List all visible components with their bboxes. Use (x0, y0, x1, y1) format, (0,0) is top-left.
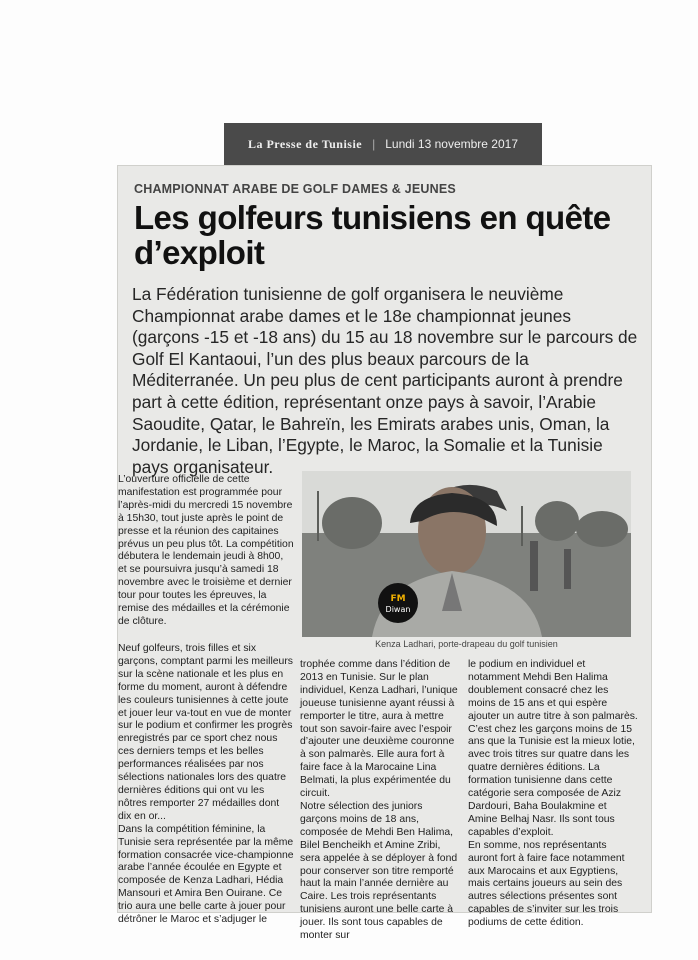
body-paragraph: L’ouverture officielle de cette manifestation est programmée pour l’après-midi du mercredi 15 novembre à 15h30, tout juste après le point de presse et la réunion des capitaines prévus un peu plus tôt. La compétition débutera le lendemain jeudi à 8h00, et se poursuivra jusqu’à samedi 18 novembre avec le troisième et dernier tour pour toutes les épreuves, la remise des médailles et la cérémonie de clôture. (118, 474, 294, 627)
body-paragraph: Notre sélection des juniors garçons moins de 18 ans, composée de Mehdi Ben Halima, Bilel Bencheikh et Amine Zribi, sera appelée à se déployer à fond pour conserver son titre remporté haut la main l’année dernière au Caire. Les trois représentants tunisiens auront une belle carte à jouer. Ils sont tous capables de monter sur (300, 800, 458, 942)
body-column-2 (300, 659, 462, 943)
body-paragraph: Neuf golfeurs, trois filles et six garçons, comptant parmi les meilleurs sur la scène nationale et les plus en forme du moment, auront à défendre les couleurs tunisiennes à cette joute et jouer leur va-tout en vue de monter sur le podium et confirmer les progrès enregistrés par ce sport chez nous ces derniers temps et les belles performances réalisées par nos sélections nationales lors des quatre dernières éditions qui ont vu les nôtres remporter 27 médailles dont dix en or... (118, 643, 293, 822)
body-column-3 (468, 659, 638, 930)
photo-caption: Kenza Ladhari, porte-drapeau du golf tunisien (375, 639, 558, 649)
newspaper-masthead (224, 123, 542, 165)
body-paragraph: En somme, nos représentants auront fort à faire face notamment aux Marocains et aux Egyptiens, mais certains joueurs au sein des autres sélections présentes sont capables de s’inviter sur les trois podiums de cette édition. (468, 839, 625, 929)
svg-text:FM: FM (390, 594, 406, 604)
body-paragraph: le podium en individuel et notamment Mehdi Ben Halima doublement consacré chez les moins de 15 ans et qui espère ajouter un autre titre à son palmarès. (468, 659, 638, 722)
article-photo (302, 471, 631, 637)
article-headline: Les golfeurs tunisiens en quête d’exploit (134, 199, 611, 271)
article-lead: La Fédération tunisienne de golf organisera le neuvième Championnat arabe dames et le 18e championnat jeunes (garçons -15 et -18 ans) du 15 au 18 novembre sur le parcours de Golf El Kantaoui, l’un des plus beaux parcours de la Méditerranée. Un peu plus de cent participants auront à prendre part à cette édition, représentant onze pays à savoir, l’Arabie Saoudite, Qatar, le Bahreïn, les Emirats arabes unis, Oman, la Jordanie, le Liban, l’Egypte, le Maroc, la Somalie et la Tunisie pays organisateur. (132, 284, 638, 477)
article-kicker: CHAMPIONNAT ARABE DE GOLF DAMES & JEUNES (134, 182, 456, 196)
body-paragraph: trophée comme dans l’édition de 2013 en Tunisie. Sur le plan individuel, Kenza Ladhari, l’unique joueuse tunisienne ayant réussi à remporter le titre, aura à mettre tout son savoir-faire avec l’espoir d’ajouter une deuxième couronne à son palmarès. Elle aura fort à faire face à la Marocaine Lina Belmati, la plus expérimentée du circuit. (300, 659, 458, 800)
golfer-photo-illustration (302, 471, 631, 637)
article-clipping (118, 166, 651, 942)
svg-text:Diwan: Diwan (385, 605, 411, 614)
masthead-separator: | (372, 137, 376, 151)
publication-date: Lundi 13 novembre 2017 (385, 137, 519, 151)
newspaper-name: La Presse de Tunisie (247, 136, 363, 151)
body-column-1-bottom (118, 643, 294, 927)
body-paragraph: Dans la compétition féminine, la Tunisie sera représentée par la même formation consacrée vice-championne arabe l’année écoulée en Egypte et composée de Kenza Ladhari, Hédia Mansouri et Amira Ben Ouirane. Ce trio aura une belle carte à jouer pour détrôner le Maroc et s’adjuger le (118, 823, 294, 926)
body-paragraph: C’est chez les garçons moins de 15 ans que la Tunisie est la mieux lotie, avec trois titres sur quatre dans les quatre dernières éditions. La formation tunisienne dans cette catégorie sera composée de Aziz Dardouri, Baha Boulakmine et Amine Belhaj Nasr. Ils sont tous capables d’exploit. (468, 723, 635, 838)
body-column-1-top (118, 474, 294, 629)
